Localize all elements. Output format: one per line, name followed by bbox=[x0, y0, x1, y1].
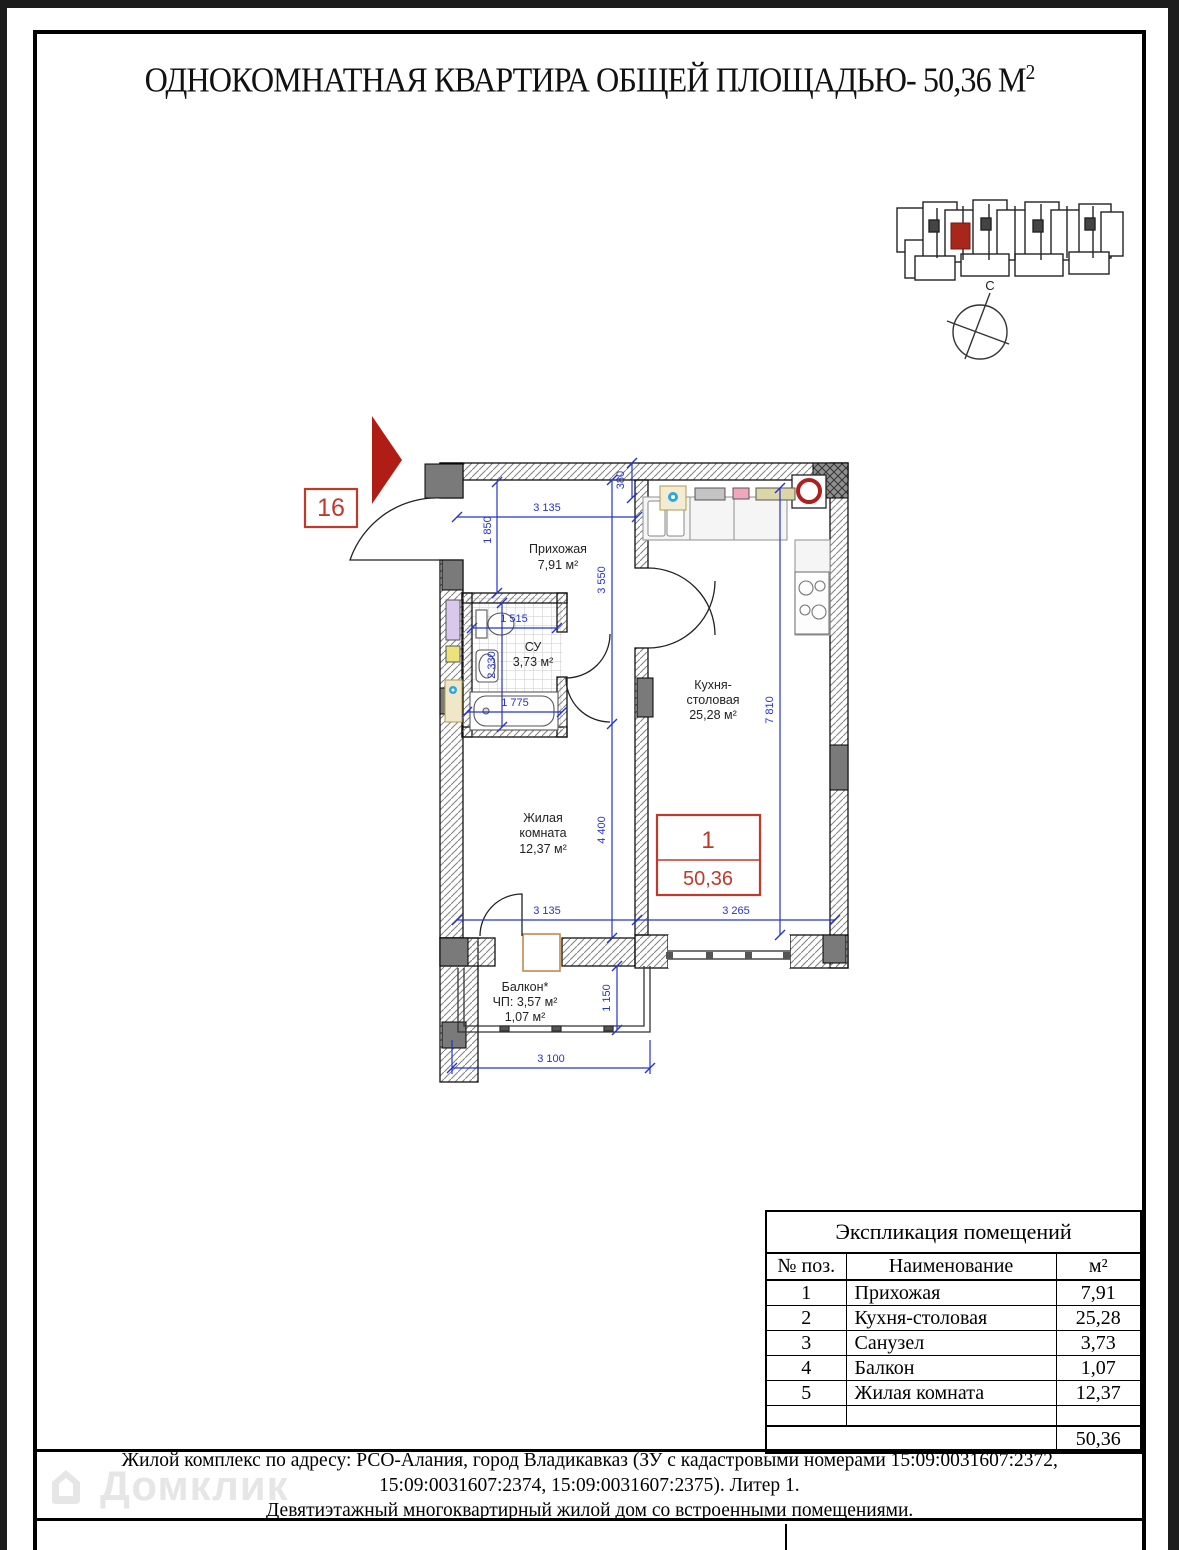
wall-living-bottom-right bbox=[562, 938, 635, 966]
kitchen-door-arc-1 bbox=[648, 568, 715, 635]
table-row bbox=[766, 1381, 1141, 1406]
row-area: 25,28 bbox=[1056, 1306, 1141, 1331]
bath-door-arc bbox=[566, 634, 610, 678]
highlighted-unit bbox=[951, 223, 970, 249]
total-area: 50,36 bbox=[1056, 1426, 1141, 1453]
wall-right bbox=[830, 463, 848, 968]
stove bbox=[795, 572, 829, 634]
floor-plan bbox=[290, 400, 890, 1100]
row-area: 1,07 bbox=[1056, 1356, 1141, 1381]
unit-area-box bbox=[657, 815, 760, 895]
building-key-plan bbox=[885, 180, 1135, 380]
wall-niche-fixtures bbox=[445, 600, 462, 722]
footer-line-3: Девятиэтажный многоквартирный жилой дом со встроенными помещениями. bbox=[265, 1498, 914, 1521]
balcony-door-arc bbox=[480, 894, 522, 936]
col-header-area: м² bbox=[1056, 1253, 1141, 1280]
vent-shaft bbox=[792, 475, 826, 508]
row-name: Санузел bbox=[846, 1331, 1056, 1356]
footer-line-2: 15:09:0031607:2374, 15:09:0031607:2375). Литер 1. bbox=[379, 1473, 800, 1496]
living-name-2: комната bbox=[519, 826, 567, 840]
row-pos: 2 bbox=[766, 1306, 846, 1331]
kitchen-name-1: Кухня- bbox=[694, 678, 732, 692]
table-row bbox=[766, 1331, 1141, 1356]
wall-kitchen-bottom-left bbox=[635, 935, 668, 968]
watermark-text: Домклик bbox=[100, 1462, 289, 1509]
dim-kitchen-depth: 7 810 bbox=[764, 696, 776, 724]
dim-hall-left: 1 850 bbox=[482, 516, 494, 544]
row-area: 3,73 bbox=[1056, 1331, 1141, 1356]
table-row bbox=[766, 1356, 1141, 1381]
bath-area: 3,73 м² bbox=[512, 655, 554, 669]
table-row bbox=[766, 1280, 1141, 1306]
kitchen-name-2: столовая bbox=[686, 693, 740, 707]
table-title: Экспликация помещений bbox=[766, 1211, 1141, 1253]
entrance-marker bbox=[305, 416, 402, 527]
kitchen-door-arc-2 bbox=[648, 581, 715, 648]
unit-area-value: 50,36 bbox=[682, 868, 734, 890]
row-pos: 3 bbox=[766, 1331, 846, 1356]
dim-balcony-depth: 1 150 bbox=[601, 984, 613, 1012]
balcony-name: Балкон* bbox=[501, 980, 549, 994]
row-name: Прихожая bbox=[846, 1280, 1056, 1306]
dim-top-width: 3 135 bbox=[533, 502, 561, 514]
unit-number: 1 bbox=[701, 827, 715, 854]
page-title-sup: 2 bbox=[1025, 60, 1035, 84]
dim-bath-left: 2 330 bbox=[486, 651, 498, 679]
entrance-door-arc bbox=[350, 498, 442, 560]
balcony-area-2: 1,07 м² bbox=[504, 1010, 546, 1024]
row-area: 7,91 bbox=[1056, 1280, 1141, 1306]
row-pos: 5 bbox=[766, 1381, 846, 1406]
col-header-name: Наименование bbox=[846, 1253, 1056, 1280]
balcony-door bbox=[523, 934, 560, 971]
row-pos: 4 bbox=[766, 1356, 846, 1381]
kitchen-area: 25,28 м² bbox=[689, 708, 737, 722]
row-area: 12,37 bbox=[1056, 1381, 1141, 1406]
dim-bath-bottom: 1 775 bbox=[501, 697, 529, 709]
dim-living-width: 3 135 bbox=[533, 905, 561, 917]
living-name-1: Жилая bbox=[523, 811, 563, 825]
compass bbox=[947, 293, 1009, 359]
dim-niche: 380 bbox=[615, 470, 627, 490]
col-header-pos: № поз. bbox=[766, 1253, 846, 1280]
dim-balcony-width: 3 100 bbox=[537, 1053, 565, 1065]
table-empty-row bbox=[766, 1406, 1141, 1427]
row-pos: 1 bbox=[766, 1280, 846, 1306]
table-row bbox=[766, 1306, 1141, 1331]
living-area: 12,37 м² bbox=[519, 842, 567, 856]
dim-living-depth: 4 400 bbox=[596, 816, 608, 844]
dimension-labels bbox=[482, 471, 776, 1065]
footer-notes bbox=[33, 1449, 1146, 1521]
dim-hall-depth: 3 550 bbox=[596, 566, 608, 594]
toilet-tank bbox=[476, 610, 487, 638]
dim-bath-top: 1 515 bbox=[500, 613, 528, 625]
row-name: Балкон bbox=[846, 1356, 1056, 1381]
entrance-arrow-icon bbox=[372, 416, 402, 504]
row-name: Кухня-столовая bbox=[846, 1306, 1056, 1331]
balcony-area-1: ЧП: 3,57 м² bbox=[492, 995, 558, 1009]
compass-north-label: С bbox=[985, 278, 995, 293]
kitchen-window bbox=[666, 935, 790, 968]
unit-marker-number: 16 bbox=[317, 494, 345, 522]
bath-wall-top bbox=[462, 593, 567, 603]
bath-name: СУ bbox=[524, 640, 542, 654]
page-title bbox=[78, 60, 1102, 101]
dim-kitchen-width: 3 265 bbox=[722, 905, 750, 917]
explication-table bbox=[765, 1210, 1140, 1454]
page-title-text: ОДНОКОМНАТНАЯ КВАРТИРА ОБЩЕЙ ПЛОЩАДЬЮ- 50,36 М bbox=[144, 60, 1026, 100]
title-block-divider bbox=[785, 1524, 787, 1550]
hall-name: Прихожая bbox=[529, 542, 587, 556]
hall-area: 7,91 м² bbox=[537, 558, 579, 572]
building-outline bbox=[897, 200, 1123, 280]
row-name: Жилая комната bbox=[846, 1381, 1056, 1406]
living-entry-arc bbox=[566, 678, 610, 722]
footer-line-1: Жилой комплекс по адресу: РСО-Алания, город Владикавказ (ЗУ с кадастровыми номерами 15:09:0031607:2372, bbox=[121, 1448, 1058, 1471]
